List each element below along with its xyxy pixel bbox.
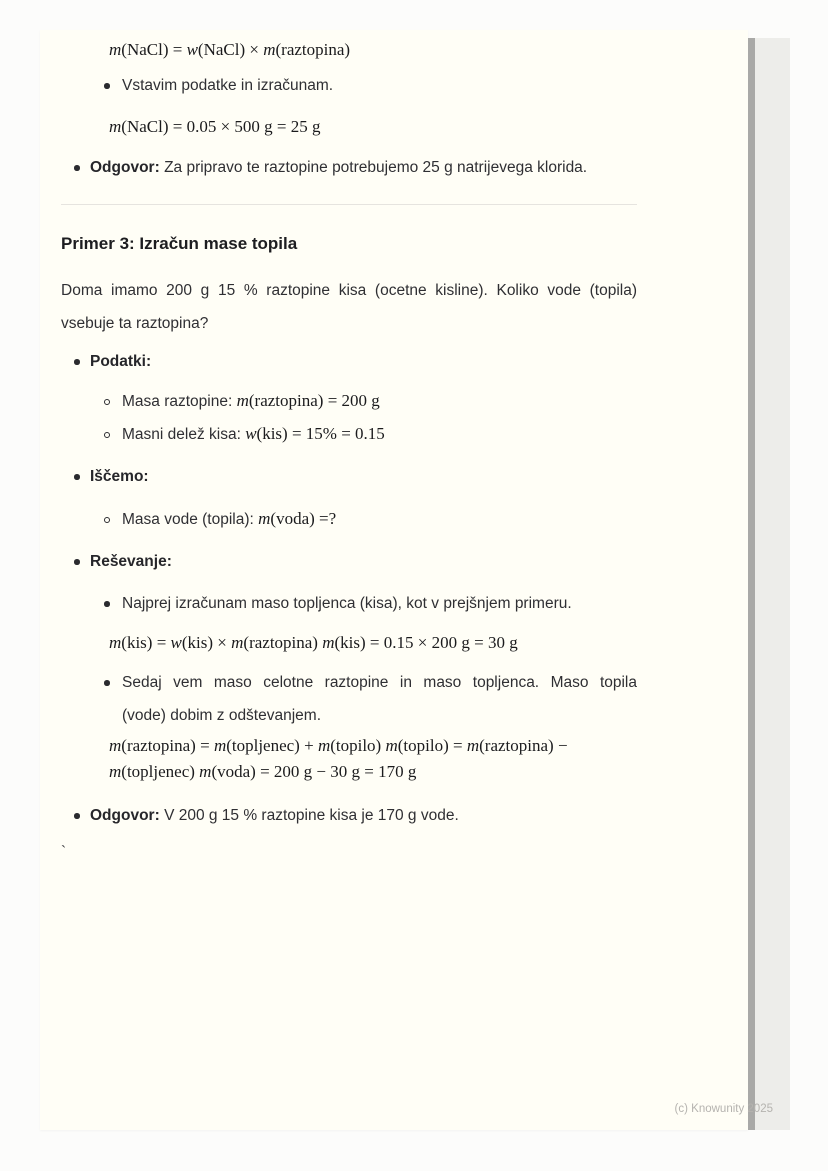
footer-copyright: (c) Knowunity 2025 bbox=[674, 1103, 773, 1115]
bullet-disc-icon bbox=[61, 345, 90, 365]
document-content bbox=[40, 30, 748, 869]
paragraph-line: (vode) dobim z odštevanjem. bbox=[122, 707, 322, 724]
item-label: Masa vode (topila): bbox=[122, 511, 259, 528]
answer-item bbox=[61, 799, 637, 832]
formula-line: m(topljenec) m(voda) = 200 g − 30 g = 170 g bbox=[109, 762, 417, 781]
list-item-label: Reševanje: bbox=[90, 553, 172, 570]
list-item-label: Podatki: bbox=[90, 353, 152, 370]
item-formula: w(kis) = 15% = 0.15 bbox=[245, 424, 385, 443]
bullet-disc-icon bbox=[90, 69, 122, 89]
list-item-text bbox=[122, 503, 637, 536]
formula-topilo-calculation bbox=[109, 733, 637, 785]
document-page bbox=[40, 30, 748, 1130]
list-item bbox=[90, 418, 637, 451]
section-heading: Primer 3: Izračun mase topila bbox=[61, 234, 298, 253]
answer-label: Odgovor: bbox=[90, 807, 160, 824]
intro-paragraph bbox=[61, 274, 637, 340]
list-item-text bbox=[122, 666, 637, 732]
answer-text bbox=[90, 151, 587, 184]
bullet-circle-icon bbox=[90, 385, 122, 405]
item-label: Masni delež kisa: bbox=[122, 426, 246, 443]
bullet-disc-icon bbox=[61, 799, 90, 819]
list-item-label: Iščemo: bbox=[90, 468, 149, 485]
list-item-podatki bbox=[61, 345, 637, 378]
bullet-disc-icon bbox=[61, 545, 90, 565]
list-item-text bbox=[122, 418, 637, 451]
list-item bbox=[90, 385, 637, 418]
list-item-text bbox=[122, 385, 637, 418]
scrollbar-thumb[interactable] bbox=[748, 38, 755, 1130]
answer-text bbox=[90, 799, 459, 832]
formula-nacl-definition: m(NaCl) = w(NaCl) × m(raztopina) bbox=[109, 40, 351, 59]
list-item bbox=[90, 69, 637, 102]
answer-body: Za pripravo te raztopine potrebujemo 25 g natrijevega klorida. bbox=[164, 159, 588, 176]
item-label: Masa raztopine: bbox=[122, 393, 237, 410]
answer-item bbox=[61, 151, 637, 184]
paragraph-line: Doma imamo 200 g 15 % raztopine kisa (ocetne kisline). Koliko vode (topila) bbox=[61, 282, 637, 299]
list-item-iscemo bbox=[61, 460, 637, 493]
formula-line: m(raztopina) = m(topljenec) + m(topilo) m(topilo) = m(raztopina) − bbox=[109, 736, 568, 755]
bullet-disc-icon bbox=[61, 151, 90, 171]
bullet-disc-icon bbox=[61, 460, 90, 480]
paragraph-line: Sedaj vem maso celotne raztopine in maso topljenca. Maso topila bbox=[122, 674, 637, 691]
bullet-disc-icon bbox=[90, 587, 122, 607]
section-divider bbox=[61, 204, 637, 205]
item-formula: m(raztopina) = 200 g bbox=[236, 391, 380, 410]
answer-body: V 200 g 15 % raztopine kisa je 170 g vode. bbox=[164, 807, 459, 824]
list-item bbox=[90, 666, 637, 732]
formula-nacl-calculation: m(NaCl) = 0.05 × 500 g = 25 g bbox=[109, 117, 321, 136]
scrollbar-track[interactable] bbox=[748, 38, 790, 1130]
list-item bbox=[90, 587, 637, 620]
item-formula: m(voda) =? bbox=[258, 509, 337, 528]
formula-kis-calculation: m(kis) = w(kis) × m(raztopina) m(kis) = 0.15 × 200 g = 30 g bbox=[109, 633, 518, 652]
list-item-resevanje bbox=[61, 545, 637, 578]
paragraph-line: vsebuje ta raztopina? bbox=[61, 315, 209, 332]
bullet-circle-icon bbox=[90, 503, 122, 523]
bullet-circle-icon bbox=[90, 418, 122, 438]
list-item-text: Vstavim podatke in izračunam. bbox=[122, 77, 334, 94]
stray-backtick: ` bbox=[61, 844, 67, 861]
list-item-text: Najprej izračunam maso topljenca (kisa), kot v prejšnjem primeru. bbox=[122, 595, 572, 612]
answer-label: Odgovor: bbox=[90, 159, 160, 176]
list-item bbox=[90, 503, 637, 536]
bullet-disc-icon bbox=[90, 666, 122, 686]
